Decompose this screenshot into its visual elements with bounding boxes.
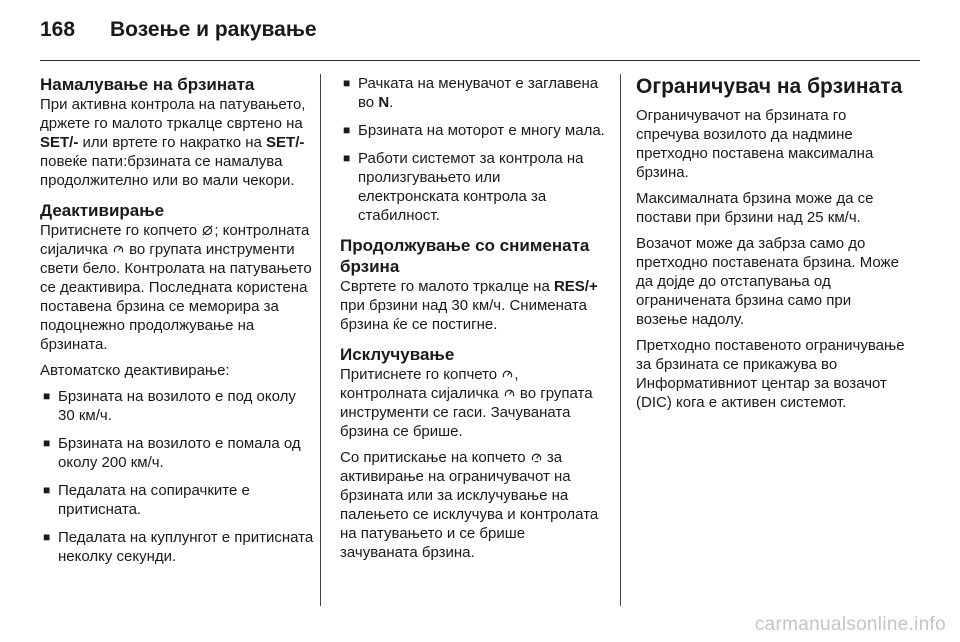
section-title-large: Ограничувач на брзината [636,75,903,98]
auto-deactivation-list-cont [340,74,605,225]
neutral-gear-label: N [378,94,390,111]
paragraph: Возачот може да забрза само до претходно поставената брзина. Може да дојде до отстапувања од ограничената брзина само при возење надолу. [636,235,899,328]
cruise-control-lamp-icon [113,244,124,255]
column-divider-2 [620,74,621,606]
page-header [40,18,317,52]
cruise-control-lamp-icon [504,388,515,399]
column-2 [340,74,605,570]
page-number: 168 [40,18,76,41]
text: повеќе пати:брзината се намалува продолжително или во мали чекори. [40,153,295,189]
paragraph [40,95,315,190]
auto-deactivation-list [40,387,315,566]
paragraph: Максималната брзина може да се постави при брзини над 25 км/ч. [636,190,874,226]
section-decrease-speed [40,74,315,190]
text: При активна контрола на патувањето, држете го малото тркалце свртено на [40,96,306,132]
res-plus-label: RES/+ [553,278,598,295]
set-minus-label: SET/- [266,134,305,151]
paragraph [40,221,315,354]
paragraph: Свртете го малото тркалце на RES/+ при брзини над 30 км/ч. Снимената брзина ќе се постигне. [340,278,598,333]
list-item: ■ Педалата на куплунгот е притисната неколку секунди. [43,529,314,565]
paragraph: Со притискање на копчето за активирање на ограничувачот на брзината или за исклучување на палењето се исклучува и контролата на патувањето и се брише зачуваната брзина. [340,449,599,561]
list-item: ■ Рачката на менувачот е заглавена во N. [343,75,599,111]
list-item: ■ Работи системот за контрола на пролизгувањето или електронската контрола за стабилност. [343,150,584,224]
watermark: carmanualsonline.info [754,614,946,635]
speed-limiter-icon [531,452,542,463]
column-3 [636,74,906,419]
text: ; контролната сијаличка [40,222,310,258]
paragraph: Притиснете го копчето , контролната сијаличка во групата инструменти се гаси. Зачуваната брзина се брише. [340,366,593,440]
list-item: ■ Брзината на моторот е многу мала. [343,122,605,139]
section-title: Деактивирање [40,201,165,220]
column-divider-1 [320,74,321,606]
cruise-control-lamp-icon [502,369,513,380]
paragraph: Ограничувачот на брзината го спречува возилото да надмине претходно поставена максимална брзина. [636,107,874,181]
column-1 [40,74,315,575]
section-deactivation [40,200,315,566]
section-title: Исклучување [340,345,455,364]
section-switch-off [340,344,605,562]
text: во групата инструменти свети бело. Контролата на патувањето се деактивира. Последната користена поставена брзина се меморира за подоцнежно продолжување на брзината. [40,241,312,353]
page-title: Возење и ракување [110,18,317,41]
list-item: ■ Педалата на сопирачките е притисната. [43,482,250,518]
section-resume-speed [340,235,605,334]
list-item: ■ Брзината на возилото е помала од околу 200 км/ч. [43,435,301,471]
paragraph: Автоматско деактивирање: [40,362,230,379]
cruise-cancel-icon [202,225,213,236]
section-title: Продолжување со снимената брзина [340,236,590,276]
set-minus-label: SET/- [40,134,79,151]
header-rule [40,60,920,61]
paragraph: Претходно поставеното ограничување за брзината се прикажува во Информативниот центар за возачот (DIC) кога е активен системот. [636,337,905,411]
text: Притиснете го копчето [40,222,202,239]
list-item: ■ Брзината на возилото е под околу 30 км/ч. [43,388,296,424]
text: или вртете го накратко на [78,134,267,151]
section-title: Намалување на брзината [40,75,255,94]
